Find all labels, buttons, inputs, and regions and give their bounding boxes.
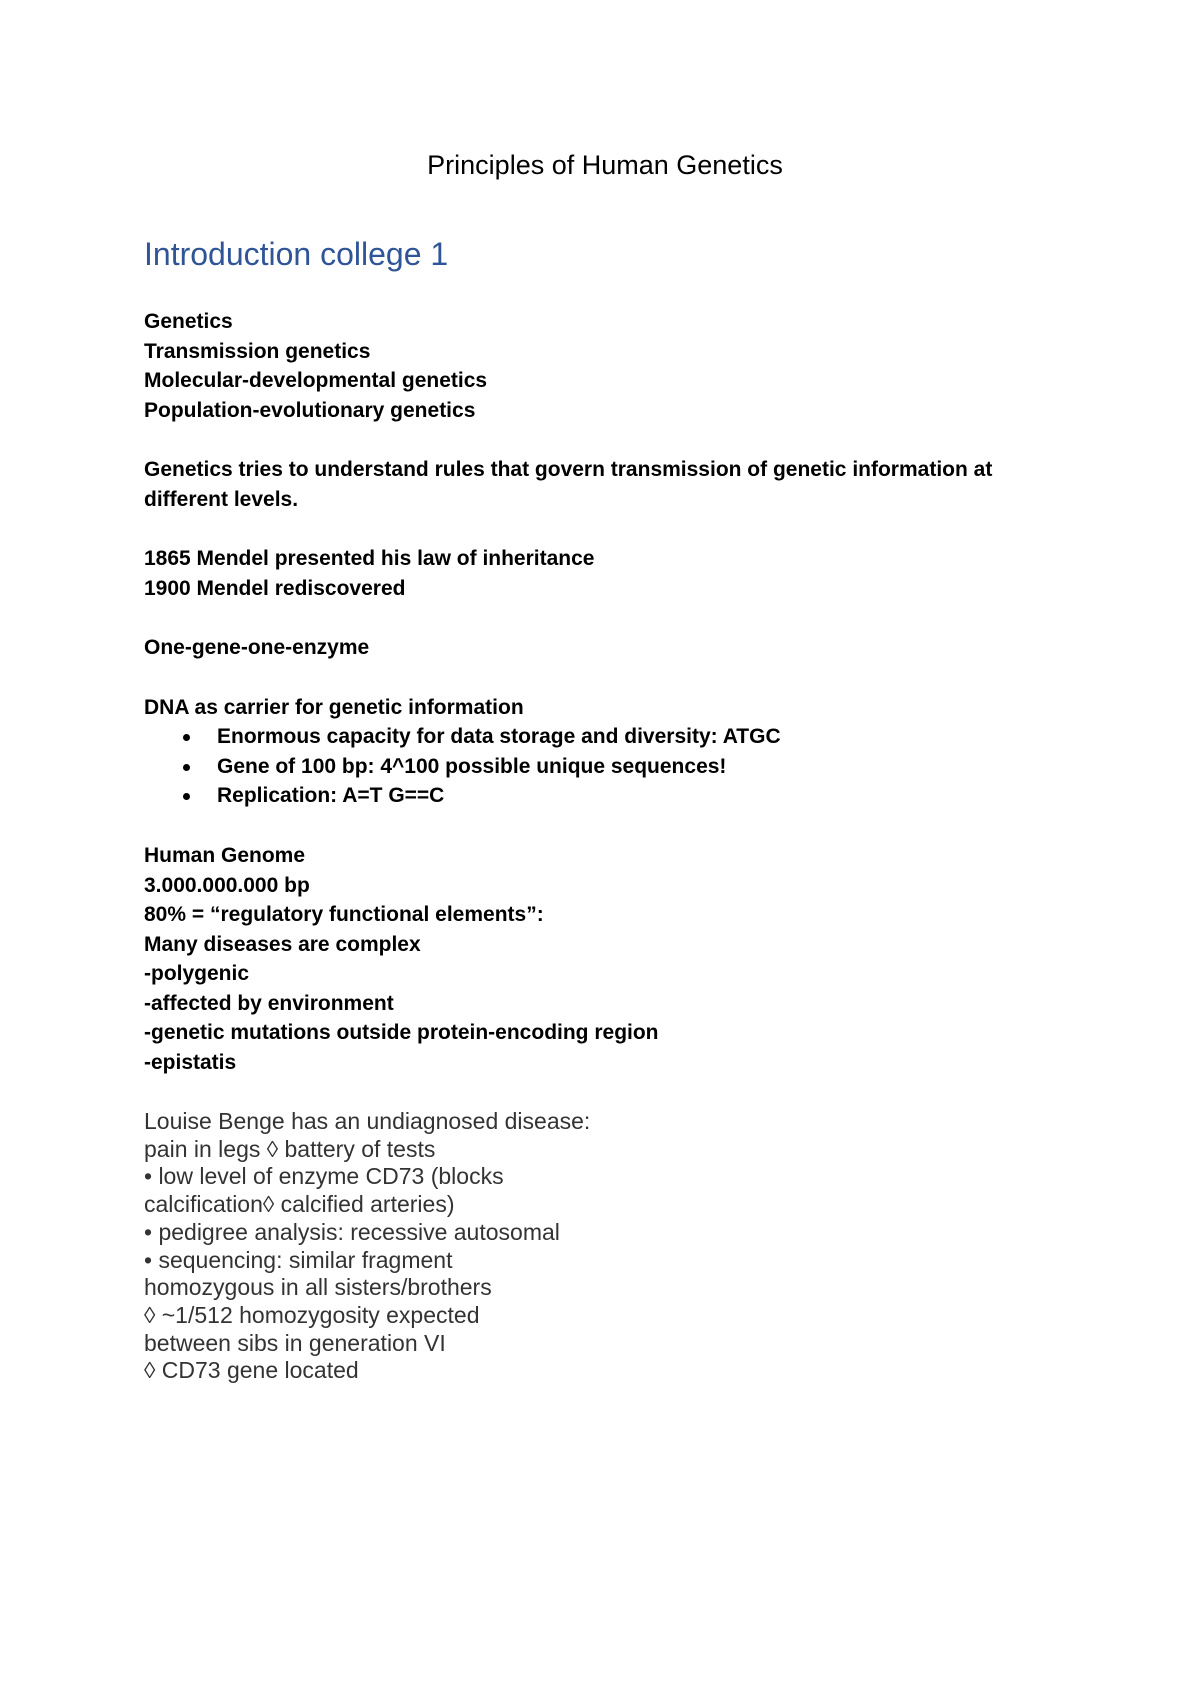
genome-line: -affected by environment <box>144 991 394 1015</box>
genome-line: -genetic mutations outside protein-encoding region <box>144 1021 659 1044</box>
bullet-item <box>144 752 1004 782</box>
case-line: Louise Benge has an undiagnosed disease: <box>144 1108 591 1134</box>
field-item: Transmission genetics <box>144 339 371 363</box>
genome-block <box>144 841 1004 1077</box>
case-line: • sequencing: similar fragment <box>144 1246 453 1273</box>
bullet-icon <box>183 793 190 800</box>
definition-line: different levels. <box>144 487 299 511</box>
case-line: homozygous in all sisters/brothers <box>144 1274 492 1301</box>
case-line: calcification◊ calcified arteries) <box>144 1191 455 1218</box>
document-title: Principles of Human Genetics <box>427 150 783 180</box>
genome-line: Human Genome <box>144 844 306 867</box>
dna-intro-text: DNA as carrier for genetic information <box>144 696 524 719</box>
bullet-text: Enormous capacity for data storage and diversity: ATGC <box>217 725 781 748</box>
case-line: • low level of enzyme CD73 (blocks <box>144 1163 504 1190</box>
case-line: pain in legs ◊ battery of tests <box>144 1135 436 1162</box>
dna-bullet-list <box>144 722 1004 811</box>
case-line: • pedigree analysis: recessive autosomal <box>144 1218 560 1245</box>
genetics-fields-list <box>144 307 1004 425</box>
genetics-definition <box>144 455 1004 514</box>
genome-line: -polygenic <box>144 962 250 985</box>
history-item: 1865 Mendel presented his law of inheritance <box>144 547 595 570</box>
genome-line: Many diseases are complex <box>144 932 421 956</box>
case-line: between sibs in generation VI <box>144 1329 446 1356</box>
definition-line: Genetics tries to understand rules that govern transmission of genetic information at <box>144 458 993 481</box>
field-item: Genetics <box>144 310 233 333</box>
genome-line: -epistatis <box>144 1050 237 1074</box>
concept-line <box>144 633 1004 663</box>
concept-text: One-gene-one-enzyme <box>144 636 370 659</box>
genome-line: 80% = “regulatory functional elements”: <box>144 903 544 926</box>
bullet-item <box>144 722 1004 752</box>
bullet-icon <box>183 734 190 741</box>
bullet-icon <box>183 764 190 771</box>
case-line: ◊ ~1/512 homozygosity expected <box>144 1301 480 1328</box>
dna-intro <box>144 693 1004 723</box>
case-study-block <box>144 1108 1004 1385</box>
bullet-text: Gene of 100 bp: 4^100 possible unique sequences! <box>217 754 727 778</box>
history-item: 1900 Mendel rediscovered <box>144 576 406 600</box>
field-item: Molecular-developmental genetics <box>144 369 488 392</box>
section-heading: Introduction college 1 <box>144 236 449 272</box>
genome-line: 3.000.000.000 bp <box>144 873 310 897</box>
history-block <box>144 544 1004 603</box>
case-line: ◊ CD73 gene located <box>144 1357 359 1384</box>
bullet-text: Replication: A=T G==C <box>217 784 445 807</box>
field-item: Population-evolutionary genetics <box>144 398 476 422</box>
bullet-item <box>144 781 1004 811</box>
